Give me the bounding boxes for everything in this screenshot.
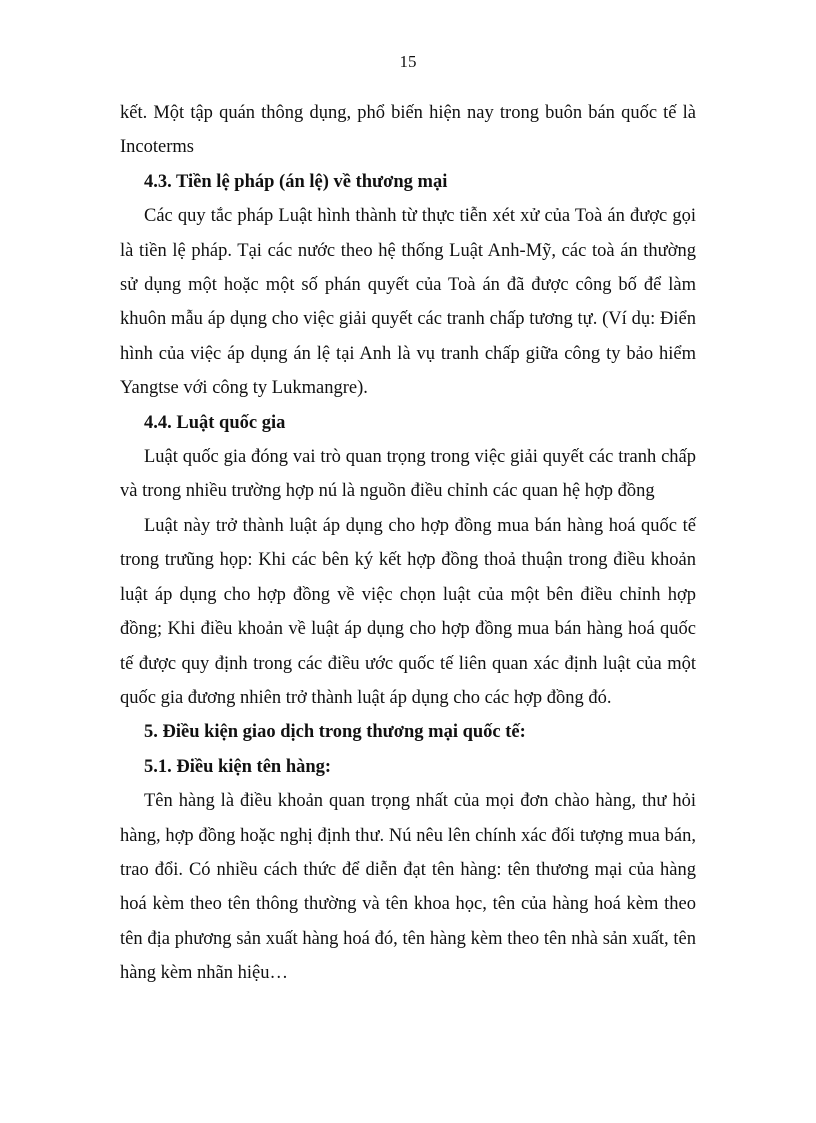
section-heading: 5. Điều kiện giao dịch trong thương mại quốc tế: — [144, 722, 526, 743]
page-number: 15 — [399, 52, 417, 71]
paragraph: Tên hàng là điều khoản quan trọng nhất của mọi đơn chào hàng, thư hỏi hàng, hợp đồng hoặc nghị định thư. Nú nêu lên chính xác đối tượng mua bán, trao đổi. Có nhiều cách thức để diễn đạt tên hàng: tên thương mại của hàng hoá kèm theo tên thông thường và tên khoa học, tên của hàng hoá kèm theo tên địa phương sản xuất hàng hoá đó, tên hàng kèm theo tên nhà sản xuất, tên hàng kèm nhãn hiệu… — [120, 791, 696, 984]
section-heading: 5.1. Điều kiện tên hàng: — [144, 756, 332, 777]
section-heading: 4.3. Tiền lệ pháp (án lệ) về thương mại — [144, 171, 448, 192]
document-body — [120, 96, 696, 991]
paragraph: Luật này trở thành luật áp dụng cho hợp đồng mua bán hàng hoá quốc tế trong trưũng họp: Khi các bên ký kết hợp đồng thoả thuận trong điều khoản luật áp dụng cho hợp đồng về việc chọn luật của một bên điều chỉnh hợp đồng; Khi điều khoản về luật áp dụng cho hợp đồng mua bán hàng hoá quốc tế được quy định trong các điều ước quốc tế liên quan xác định luật của một quốc gia đương nhiên trở thành luật áp dụng cho các hợp đồng đó. — [120, 515, 696, 708]
paragraph: Luật quốc gia đóng vai trò quan trọng trong việc giải quyết các tranh chấp và trong nhiều trường hợp nú là nguồn điều chỉnh các quan hệ hợp đồng — [120, 447, 696, 502]
paragraph: kết. Một tập quán thông dụng, phổ biến hiện nay trong buôn bán quốc tế là Incoterms — [120, 103, 696, 158]
paragraph: Các quy tắc pháp Luật hình thành từ thực tiễn xét xử của Toà án được gọi là tiền lệ pháp. Tại các nước theo hệ thống Luật Anh-Mỹ, các toà án thường sử dụng một hoặc một số phán quyết của Toà án đã được công bố để làm khuôn mẫu áp dụng cho việc giải quyết các tranh chấp tương tự. (Ví dụ: Điển hình của việc áp dụng án lệ tại Anh là vụ tranh chấp giữa công ty bảo hiểm Yangtse với công ty Lukmangre). — [120, 206, 696, 399]
section-heading: 4.4. Luật quốc gia — [144, 412, 286, 433]
